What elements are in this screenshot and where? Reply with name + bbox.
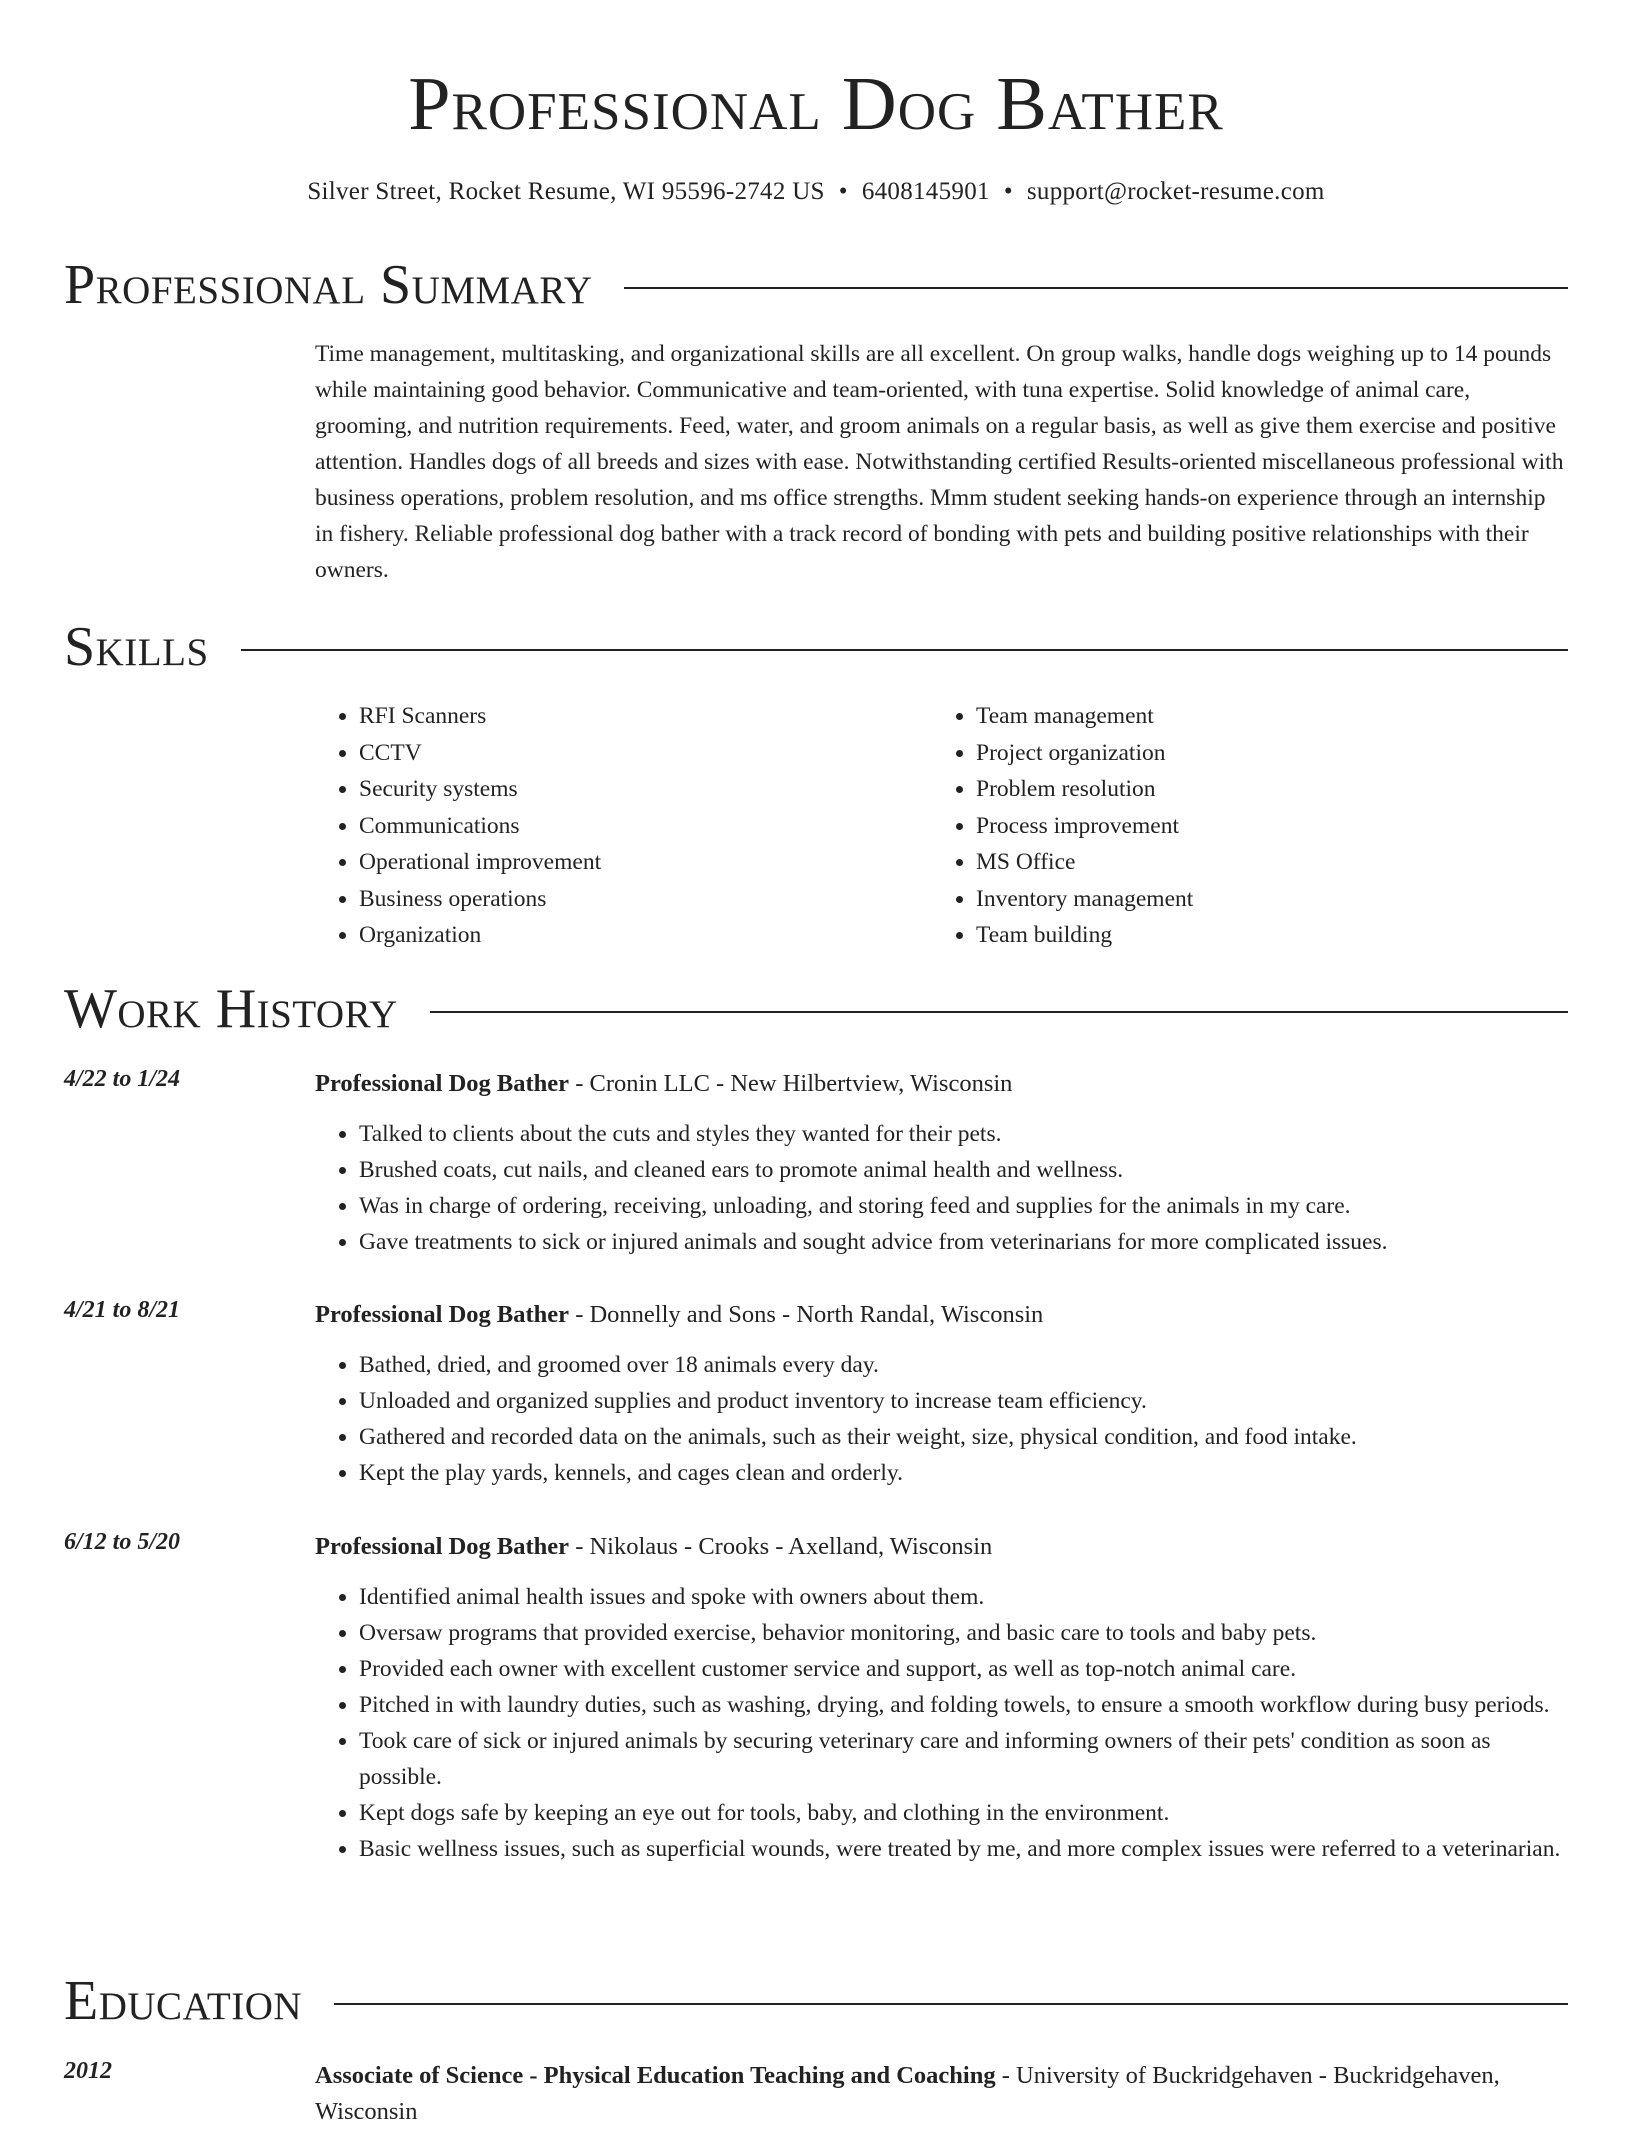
- job-dates: 4/22 to 1/24: [64, 1066, 181, 1092]
- summary-section-header: [64, 254, 1568, 316]
- skills-body: [315, 698, 1568, 954]
- work-section-header: [64, 978, 1568, 1040]
- skills-heading: Skills: [64, 616, 209, 678]
- skill-item: • Team management: [976, 698, 1549, 735]
- job-bullet: • Provided each owner with excellent customer service and support, as well as top-notch animal care.: [359, 1651, 1568, 1687]
- education-school: - University of Buckridgehaven - Buckridgehaven, Wisconsin: [315, 2062, 1500, 2125]
- skill-item: • MS Office: [976, 844, 1549, 881]
- skill-item: • CCTV: [359, 735, 932, 772]
- job-bullets: [315, 1116, 1568, 1260]
- job-entry: [64, 1529, 1568, 1867]
- skill-item: • Project organization: [976, 735, 1549, 772]
- skill-item: • RFI Scanners: [359, 698, 932, 735]
- job-entry: [64, 1066, 1568, 1260]
- email: support@rocket-resume.com: [1026, 178, 1325, 205]
- skill-item: • Process improvement: [976, 808, 1549, 845]
- skill-item: • Inventory management: [976, 881, 1549, 918]
- job-title-line: [315, 1529, 1568, 1565]
- job-bullet: • Unloaded and organized supplies and product inventory to increase team efficiency.: [359, 1383, 1568, 1419]
- contact-separator: •: [1003, 178, 1013, 205]
- section-divider: [624, 287, 1568, 289]
- education-entry: [64, 2058, 1568, 2130]
- education-title-line: [315, 2058, 1568, 2130]
- skills-list-right: [932, 698, 1549, 954]
- job-bullet: • Talked to clients about the cuts and styles they wanted for their pets.: [359, 1116, 1568, 1152]
- address: Silver Street, Rocket Resume, WI 95596-2742 US: [307, 178, 825, 205]
- skill-item: • Security systems: [359, 771, 932, 808]
- skills-section-header: [64, 616, 1568, 678]
- education-degree: Associate of Science - Physical Education Teaching and Coaching: [315, 2062, 996, 2089]
- job-employer: - Cronin LLC - New Hilbertview, Wisconsin: [569, 1070, 1013, 1097]
- job-bullets: [315, 1347, 1568, 1491]
- job-bullet: • Kept the play yards, kennels, and cages clean and orderly.: [359, 1455, 1568, 1491]
- job-bullet: • Took care of sick or injured animals by securing veterinary care and informing owners of their pets' condition as soon as possible.: [359, 1723, 1568, 1795]
- job-employer: - Nikolaus - Crooks - Axelland, Wisconsin: [569, 1533, 993, 1560]
- job-bullets: [315, 1579, 1568, 1867]
- section-divider: [334, 2003, 1568, 2005]
- education-heading: Education: [64, 1970, 303, 2032]
- skill-item: • Operational improvement: [359, 844, 932, 881]
- job-title: Professional Dog Bather: [315, 1533, 570, 1560]
- contact-separator: •: [838, 178, 848, 205]
- job-title-line: [315, 1066, 1568, 1102]
- job-bullet: • Identified animal health issues and spoke with owners about them.: [359, 1579, 1568, 1615]
- job-bullet: • Oversaw programs that provided exercise, behavior monitoring, and basic care to tools and baby pets.: [359, 1615, 1568, 1651]
- job-bullet: • Gathered and recorded data on the animals, such as their weight, size, physical condition, and food intake.: [359, 1419, 1568, 1455]
- skills-list-left: [315, 698, 932, 954]
- job-bullet: • Gave treatments to sick or injured animals and sought advice from veterinarians for more complicated issues.: [359, 1224, 1568, 1260]
- skills-grid: [315, 698, 1568, 954]
- section-divider: [430, 1011, 1568, 1013]
- skill-item: • Business operations: [359, 881, 932, 918]
- job-dates: 6/12 to 5/20: [64, 1529, 181, 1555]
- job-bullet: • Pitched in with laundry duties, such as washing, drying, and folding towels, to ensure a smooth workflow during busy periods.: [359, 1687, 1568, 1723]
- skill-item: • Communications: [359, 808, 932, 845]
- skill-item: • Team building: [976, 917, 1549, 954]
- job-bullet: • Brushed coats, cut nails, and cleaned ears to promote animal health and wellness.: [359, 1152, 1568, 1188]
- phone: 6408145901: [861, 178, 990, 205]
- job-title: Professional Dog Bather: [315, 1070, 570, 1097]
- job-title: Professional Dog Bather: [315, 1301, 570, 1328]
- work-heading: Work History: [64, 978, 398, 1040]
- section-divider: [241, 649, 1568, 651]
- job-title-line: [315, 1297, 1568, 1333]
- job-bullet: • Bathed, dried, and groomed over 18 animals every day.: [359, 1347, 1568, 1383]
- job-bullet: • Kept dogs safe by keeping an eye out for tools, baby, and clothing in the environment.: [359, 1795, 1568, 1831]
- job-bullet: • Was in charge of ordering, receiving, unloading, and storing feed and supplies for the animals in my care.: [359, 1188, 1568, 1224]
- job-entry: [64, 1297, 1568, 1491]
- skill-item: • Organization: [359, 917, 932, 954]
- summary-heading: Professional Summary: [64, 254, 593, 316]
- job-bullet: • Basic wellness issues, such as superficial wounds, were treated by me, and more complex issues were referred to a veterinarian.: [359, 1831, 1568, 1867]
- education-section-header: [64, 1970, 1568, 2032]
- skill-item: • Problem resolution: [976, 771, 1549, 808]
- summary-text: Time management, multitasking, and organizational skills are all excellent. On group walks, handle dogs weighing up to 14 pounds while maintaining good behavior. Communicative and team-oriented, with tuna expertise. Solid knowledge of animal care, grooming, and nutrition requirements. Feed, water, and groom animals on a regular basis, as well as give them exercise and positive attention. Handles dogs of all breeds and sizes with ease. Notwithstanding certified Results-oriented miscellaneous professional with business operations, problem resolution, and ms office strengths. Mmm student seeking hands-on experience through an internship in fishery. Reliable professional dog bather with a track record of bonding with pets and building positive relationships with their owners.: [315, 341, 1564, 583]
- summary-body: [315, 336, 1568, 588]
- job-employer: - Donnelly and Sons - North Randal, Wisconsin: [569, 1301, 1044, 1328]
- candidate-name: Professional Dog Bather: [408, 62, 1224, 146]
- contact-line: [0, 178, 1632, 206]
- education-year: 2012: [64, 2058, 112, 2084]
- job-dates: 4/21 to 8/21: [64, 1297, 181, 1323]
